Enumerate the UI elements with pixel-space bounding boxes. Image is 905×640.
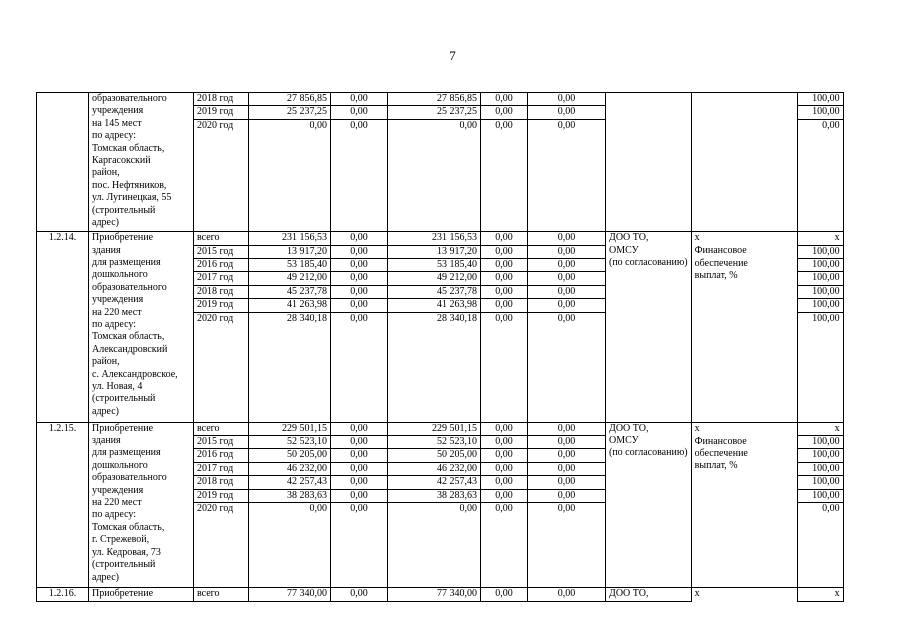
- regional-budget-cell: 27 856,85: [388, 93, 481, 106]
- indicator-header-cell: х: [691, 588, 797, 601]
- year-cell: 2016 год: [194, 259, 249, 272]
- text-line: Александровский: [92, 343, 168, 355]
- text-line: ДОО ТО,: [609, 422, 649, 434]
- federal-budget-cell: 0,00: [331, 588, 388, 601]
- local-budget-cell: 0,00: [481, 272, 528, 285]
- federal-budget-cell: 0,00: [331, 272, 388, 285]
- federal-budget-cell: 0,00: [331, 299, 388, 312]
- item-description: [89, 588, 194, 601]
- federal-budget-cell: 0,00: [331, 422, 388, 435]
- text-line: ул. Новая, 4: [92, 381, 143, 393]
- year-cell: всего: [194, 588, 249, 601]
- text-line: обеспечение: [694, 447, 748, 459]
- extrabudgetary-cell: 0,00: [528, 503, 606, 588]
- extrabudgetary-cell: 0,00: [528, 436, 606, 449]
- total-amount-cell: 28 340,18: [249, 312, 331, 422]
- table-row: [37, 93, 844, 106]
- total-amount-cell: 25 237,25: [249, 106, 331, 119]
- total-amount-cell: 42 257,43: [249, 476, 331, 489]
- total-amount-cell: 77 340,00: [249, 588, 331, 601]
- text-line: (по согласованию): [609, 257, 688, 269]
- extrabudgetary-cell: 0,00: [528, 489, 606, 502]
- table-row: [37, 422, 844, 435]
- executor-cell: [606, 588, 692, 601]
- text-line: с. Александровское,: [92, 368, 178, 380]
- text-line: (строительный: [92, 393, 156, 405]
- extrabudgetary-cell: 0,00: [528, 272, 606, 285]
- year-cell: всего: [194, 422, 249, 435]
- federal-budget-cell: 0,00: [331, 312, 388, 422]
- year-cell: 2015 год: [194, 436, 249, 449]
- text-line: пос. Нефтяников,: [92, 179, 167, 191]
- year-cell: 2020 год: [194, 119, 249, 231]
- local-budget-cell: 0,00: [481, 259, 528, 272]
- regional-budget-cell: 42 257,43: [388, 476, 481, 489]
- item-code: 1.2.15.: [37, 422, 89, 588]
- federal-budget-cell: 0,00: [331, 285, 388, 298]
- text-line: район,: [92, 356, 120, 368]
- text-line: для размещения: [92, 257, 161, 269]
- extrabudgetary-cell: 0,00: [528, 449, 606, 462]
- extrabudgetary-cell: 0,00: [528, 285, 606, 298]
- text-line: выплат, %: [694, 460, 738, 472]
- text-line: Томская область,: [92, 142, 165, 154]
- text-line: дошкольного: [92, 459, 148, 471]
- indicator-value-cell: 0,00: [797, 503, 843, 588]
- local-budget-cell: 0,00: [481, 106, 528, 119]
- text-line: для размещения: [92, 447, 161, 459]
- text-line: выплат, %: [694, 269, 738, 281]
- year-cell: 2019 год: [194, 106, 249, 119]
- extrabudgetary-cell: 0,00: [528, 93, 606, 106]
- federal-budget-cell: 0,00: [331, 245, 388, 258]
- total-amount-cell: 45 237,78: [249, 285, 331, 298]
- indicator-header-cell: х: [691, 232, 797, 245]
- year-cell: 2019 год: [194, 299, 249, 312]
- total-amount-cell: 53 185,40: [249, 259, 331, 272]
- text-line: (строительный: [92, 559, 156, 571]
- year-cell: 2017 год: [194, 462, 249, 475]
- local-budget-cell: 0,00: [481, 503, 528, 588]
- regional-budget-cell: 53 185,40: [388, 259, 481, 272]
- regional-budget-cell: 45 237,78: [388, 285, 481, 298]
- extrabudgetary-cell: 0,00: [528, 462, 606, 475]
- text-line: адрес): [92, 217, 119, 229]
- table-row: [37, 588, 844, 601]
- year-cell: 2016 год: [194, 449, 249, 462]
- local-budget-cell: 0,00: [481, 462, 528, 475]
- text-line: район,: [92, 167, 120, 179]
- regional-budget-cell: 0,00: [388, 503, 481, 588]
- indicator-value-cell: 100,00: [797, 462, 843, 475]
- year-cell: 2020 год: [194, 503, 249, 588]
- text-line: г. Стрежевой,: [92, 534, 150, 546]
- year-cell: 2018 год: [194, 476, 249, 489]
- regional-budget-cell: 77 340,00: [388, 588, 481, 601]
- local-budget-cell: 0,00: [481, 422, 528, 435]
- text-line: Финансовое: [694, 435, 747, 447]
- local-budget-cell: 0,00: [481, 93, 528, 106]
- total-amount-cell: 52 523,10: [249, 436, 331, 449]
- year-cell: 2018 год: [194, 285, 249, 298]
- regional-budget-cell: 231 156,53: [388, 232, 481, 245]
- executor-cell: [606, 93, 692, 232]
- federal-budget-cell: 0,00: [331, 106, 388, 119]
- year-cell: 2017 год: [194, 272, 249, 285]
- extrabudgetary-cell: 0,00: [528, 232, 606, 245]
- extrabudgetary-cell: 0,00: [528, 245, 606, 258]
- text-line: (по согласованию): [609, 447, 688, 459]
- total-amount-cell: 38 283,63: [249, 489, 331, 502]
- text-line: Каргасокский: [92, 155, 151, 167]
- local-budget-cell: 0,00: [481, 299, 528, 312]
- regional-budget-cell: 229 501,15: [388, 422, 481, 435]
- text-line: учреждения: [92, 484, 144, 496]
- extrabudgetary-cell: 0,00: [528, 259, 606, 272]
- text-line: по адресу:: [92, 319, 137, 331]
- indicator-value-cell: 0,00: [797, 119, 843, 231]
- federal-budget-cell: 0,00: [331, 119, 388, 231]
- indicator-value-cell: х: [797, 232, 843, 245]
- federal-budget-cell: 0,00: [331, 449, 388, 462]
- indicator-value-cell: 100,00: [797, 436, 843, 449]
- indicator-name-cell: [691, 436, 797, 588]
- local-budget-cell: 0,00: [481, 119, 528, 231]
- item-code: 1.2.14.: [37, 232, 89, 422]
- indicator-value-cell: 100,00: [797, 449, 843, 462]
- indicator-value-cell: 100,00: [797, 245, 843, 258]
- item-description: [89, 422, 194, 588]
- text-line: образовательного: [92, 93, 167, 104]
- regional-budget-cell: 38 283,63: [388, 489, 481, 502]
- year-cell: 2015 год: [194, 245, 249, 258]
- total-amount-cell: 0,00: [249, 503, 331, 588]
- total-amount-cell: 49 212,00: [249, 272, 331, 285]
- item-code: 1.2.16.: [37, 588, 89, 601]
- extrabudgetary-cell: 0,00: [528, 106, 606, 119]
- total-amount-cell: 50 205,00: [249, 449, 331, 462]
- federal-budget-cell: 0,00: [331, 436, 388, 449]
- federal-budget-cell: 0,00: [331, 93, 388, 106]
- indicator-value-cell: 100,00: [797, 106, 843, 119]
- year-cell: 2019 год: [194, 489, 249, 502]
- text-line: на 220 мест: [92, 306, 142, 318]
- local-budget-cell: 0,00: [481, 449, 528, 462]
- federal-budget-cell: 0,00: [331, 259, 388, 272]
- table-row: [37, 232, 844, 245]
- text-line: ОМСУ: [609, 244, 639, 256]
- text-line: адрес): [92, 405, 119, 417]
- text-line: ОМСУ: [609, 435, 639, 447]
- extrabudgetary-cell: 0,00: [528, 312, 606, 422]
- program-activities-table: [36, 92, 844, 602]
- indicator-value-cell: х: [797, 422, 843, 435]
- regional-budget-cell: 28 340,18: [388, 312, 481, 422]
- text-line: по адресу:: [92, 130, 137, 142]
- total-amount-cell: 27 856,85: [249, 93, 331, 106]
- text-line: Приобретение: [92, 422, 154, 434]
- total-amount-cell: 0,00: [249, 119, 331, 231]
- item-description: [89, 93, 194, 232]
- local-budget-cell: 0,00: [481, 489, 528, 502]
- text-line: ДОО ТО,: [609, 232, 649, 244]
- regional-budget-cell: 49 212,00: [388, 272, 481, 285]
- text-line: ул. Кедровая, 73: [92, 546, 161, 558]
- text-line: ДОО ТО,: [609, 588, 649, 600]
- text-line: здания: [92, 435, 121, 447]
- federal-budget-cell: 0,00: [331, 462, 388, 475]
- indicator-value-cell: 100,00: [797, 285, 843, 298]
- indicator-value-cell: 100,00: [797, 259, 843, 272]
- total-amount-cell: 229 501,15: [249, 422, 331, 435]
- regional-budget-cell: 50 205,00: [388, 449, 481, 462]
- total-amount-cell: 13 917,20: [249, 245, 331, 258]
- regional-budget-cell: 13 917,20: [388, 245, 481, 258]
- total-amount-cell: 41 263,98: [249, 299, 331, 312]
- regional-budget-cell: 52 523,10: [388, 436, 481, 449]
- text-line: учреждения: [92, 294, 144, 306]
- indicator-value-cell: 100,00: [797, 312, 843, 422]
- text-line: образовательного: [92, 281, 167, 293]
- indicator-value-cell: 100,00: [797, 476, 843, 489]
- executor-cell: [606, 232, 692, 422]
- indicator-value-cell: 100,00: [797, 489, 843, 502]
- text-line: Томская область,: [92, 331, 165, 343]
- indicator-name-cell: [691, 245, 797, 422]
- local-budget-cell: 0,00: [481, 245, 528, 258]
- page-number: 7: [449, 48, 456, 63]
- local-budget-cell: 0,00: [481, 285, 528, 298]
- text-line: ул. Лугинецкая, 55: [92, 192, 172, 204]
- executor-cell: [606, 422, 692, 588]
- extrabudgetary-cell: 0,00: [528, 299, 606, 312]
- local-budget-cell: 0,00: [481, 588, 528, 601]
- year-cell: 2020 год: [194, 312, 249, 422]
- local-budget-cell: 0,00: [481, 232, 528, 245]
- indicator-value-cell: 100,00: [797, 93, 843, 106]
- text-line: здания: [92, 244, 121, 256]
- regional-budget-cell: 25 237,25: [388, 106, 481, 119]
- indicator-value-cell: 100,00: [797, 272, 843, 285]
- text-line: Приобретение: [92, 232, 154, 244]
- regional-budget-cell: 46 232,00: [388, 462, 481, 475]
- extrabudgetary-cell: 0,00: [528, 476, 606, 489]
- regional-budget-cell: 41 263,98: [388, 299, 481, 312]
- indicator-header-cell: х: [691, 422, 797, 435]
- text-line: Финансовое: [694, 245, 747, 257]
- federal-budget-cell: 0,00: [331, 476, 388, 489]
- text-line: Томская область,: [92, 521, 165, 533]
- local-budget-cell: 0,00: [481, 476, 528, 489]
- text-line: по адресу:: [92, 509, 137, 521]
- extrabudgetary-cell: 0,00: [528, 119, 606, 231]
- text-line: адрес): [92, 571, 119, 583]
- item-code: [37, 93, 89, 232]
- local-budget-cell: 0,00: [481, 312, 528, 422]
- text-line: (строительный: [92, 204, 156, 216]
- extrabudgetary-cell: 0,00: [528, 588, 606, 601]
- extrabudgetary-cell: 0,00: [528, 422, 606, 435]
- year-cell: 2018 год: [194, 93, 249, 106]
- indicator-cell: [691, 93, 797, 232]
- text-line: на 220 мест: [92, 497, 142, 509]
- indicator-value-cell: 100,00: [797, 299, 843, 312]
- federal-budget-cell: 0,00: [331, 232, 388, 245]
- total-amount-cell: 46 232,00: [249, 462, 331, 475]
- indicator-value-cell: х: [797, 588, 843, 601]
- text-line: образовательного: [92, 472, 167, 484]
- text-line: учреждения: [92, 105, 144, 117]
- text-line: обеспечение: [694, 257, 748, 269]
- text-line: Приобретение: [92, 588, 154, 600]
- federal-budget-cell: 0,00: [331, 489, 388, 502]
- text-line: дошкольного: [92, 269, 148, 281]
- federal-budget-cell: 0,00: [331, 503, 388, 588]
- year-cell: всего: [194, 232, 249, 245]
- regional-budget-cell: 0,00: [388, 119, 481, 231]
- local-budget-cell: 0,00: [481, 436, 528, 449]
- text-line: на 145 мест: [92, 117, 142, 129]
- total-amount-cell: 231 156,53: [249, 232, 331, 245]
- item-description: [89, 232, 194, 422]
